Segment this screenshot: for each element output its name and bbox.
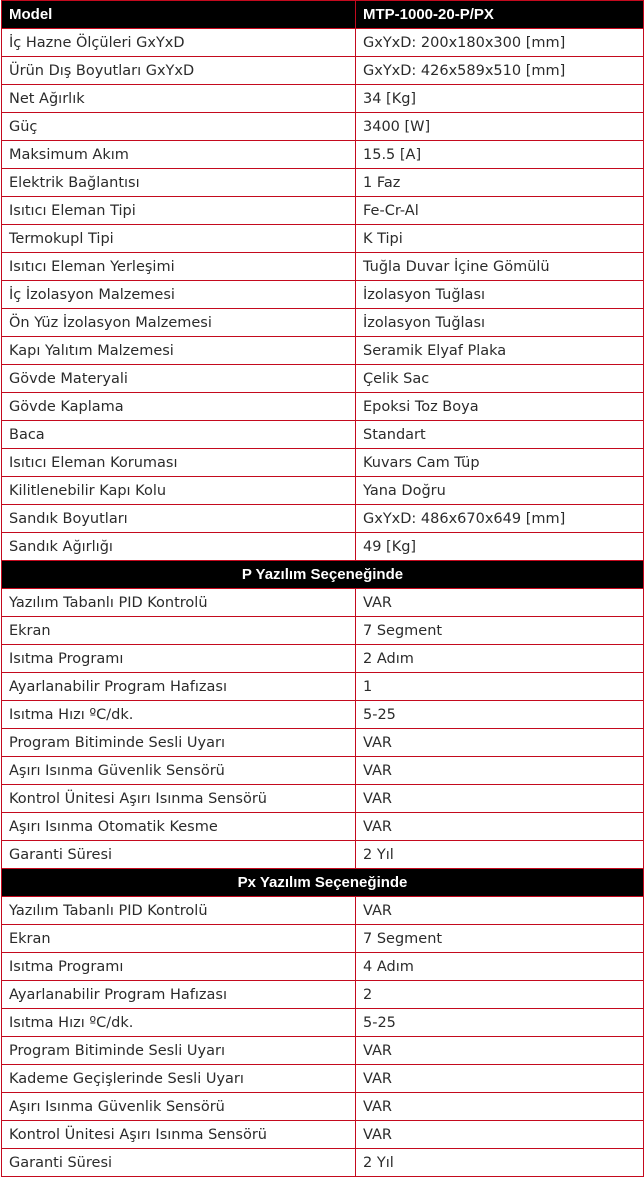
spec-value: 2 — [356, 981, 644, 1009]
spec-value: 2 Yıl — [356, 1149, 644, 1177]
spec-label: Sandık Boyutları — [2, 505, 356, 533]
general-spec-row — [2, 281, 644, 309]
p-spec-row — [2, 729, 644, 757]
spec-value: 4 Adım — [356, 953, 644, 981]
px-spec-row — [2, 1037, 644, 1065]
p-spec-row — [2, 841, 644, 869]
spec-value: Çelik Sac — [356, 365, 644, 393]
general-spec-row — [2, 169, 644, 197]
px-section-header — [2, 869, 644, 897]
px-spec-row — [2, 981, 644, 1009]
spec-label: Maksimum Akım — [2, 141, 356, 169]
spec-label: Garanti Süresi — [2, 1149, 356, 1177]
px-spec-row — [2, 1149, 644, 1177]
spec-label: Ayarlanabilir Program Hafızası — [2, 673, 356, 701]
general-spec-row — [2, 225, 644, 253]
spec-value: VAR — [356, 757, 644, 785]
px-spec-row — [2, 953, 644, 981]
spec-value: 49 [Kg] — [356, 533, 644, 561]
general-spec-row — [2, 85, 644, 113]
general-spec-row — [2, 421, 644, 449]
spec-label: Kontrol Ünitesi Aşırı Isınma Sensörü — [2, 1121, 356, 1149]
spec-value: Standart — [356, 421, 644, 449]
header-row — [2, 1, 644, 29]
spec-label: Isıtıcı Eleman Koruması — [2, 449, 356, 477]
general-spec-row — [2, 477, 644, 505]
spec-value: K Tipi — [356, 225, 644, 253]
spec-label: Program Bitiminde Sesli Uyarı — [2, 729, 356, 757]
spec-value: 1 Faz — [356, 169, 644, 197]
spec-table — [1, 0, 644, 1177]
spec-value: 2 Adım — [356, 645, 644, 673]
spec-label: Isıtma Programı — [2, 953, 356, 981]
spec-label: Isıtıcı Eleman Tipi — [2, 197, 356, 225]
spec-value: VAR — [356, 897, 644, 925]
spec-value: Epoksi Toz Boya — [356, 393, 644, 421]
general-spec-row — [2, 449, 644, 477]
spec-label: İç İzolasyon Malzemesi — [2, 281, 356, 309]
general-spec-row — [2, 365, 644, 393]
spec-value: 1 — [356, 673, 644, 701]
spec-value: VAR — [356, 589, 644, 617]
spec-label: Kilitlenebilir Kapı Kolu — [2, 477, 356, 505]
section-title: Px Yazılım Seçeneğinde — [2, 869, 644, 897]
spec-value: İzolasyon Tuğlası — [356, 309, 644, 337]
spec-value: Tuğla Duvar İçine Gömülü — [356, 253, 644, 281]
spec-value: 15.5 [A] — [356, 141, 644, 169]
spec-value: 7 Segment — [356, 925, 644, 953]
px-spec-row — [2, 1009, 644, 1037]
general-spec-row — [2, 113, 644, 141]
general-spec-row — [2, 393, 644, 421]
header-model: MTP-1000-20-P/PX — [356, 1, 644, 29]
general-spec-row — [2, 253, 644, 281]
spec-label: Sandık Ağırlığı — [2, 533, 356, 561]
spec-value: VAR — [356, 1037, 644, 1065]
spec-value: VAR — [356, 1093, 644, 1121]
general-spec-row — [2, 57, 644, 85]
spec-label: Kapı Yalıtım Malzemesi — [2, 337, 356, 365]
header-label: Model — [2, 1, 356, 29]
spec-value: VAR — [356, 785, 644, 813]
spec-label: Baca — [2, 421, 356, 449]
spec-label: Isıtma Hızı ºC/dk. — [2, 701, 356, 729]
spec-label: Termokupl Tipi — [2, 225, 356, 253]
spec-label: Kontrol Ünitesi Aşırı Isınma Sensörü — [2, 785, 356, 813]
spec-label: Güç — [2, 113, 356, 141]
p-section-header — [2, 561, 644, 589]
spec-value: VAR — [356, 1065, 644, 1093]
spec-label: Kademe Geçişlerinde Sesli Uyarı — [2, 1065, 356, 1093]
p-spec-row — [2, 645, 644, 673]
spec-label: Aşırı Isınma Güvenlik Sensörü — [2, 757, 356, 785]
p-spec-row — [2, 813, 644, 841]
spec-value: 5-25 — [356, 701, 644, 729]
spec-label: Isıtma Programı — [2, 645, 356, 673]
spec-value: 3400 [W] — [356, 113, 644, 141]
spec-value: GxYxD: 426x589x510 [mm] — [356, 57, 644, 85]
spec-value: Seramik Elyaf Plaka — [356, 337, 644, 365]
spec-label: İç Hazne Ölçüleri GxYxD — [2, 29, 356, 57]
px-spec-row — [2, 925, 644, 953]
spec-label: Gövde Materyali — [2, 365, 356, 393]
spec-label: Ürün Dış Boyutları GxYxD — [2, 57, 356, 85]
spec-label: Ekran — [2, 617, 356, 645]
spec-value: GxYxD: 200x180x300 [mm] — [356, 29, 644, 57]
px-spec-row — [2, 897, 644, 925]
spec-label: Yazılım Tabanlı PID Kontrolü — [2, 589, 356, 617]
spec-value: 7 Segment — [356, 617, 644, 645]
px-spec-row — [2, 1065, 644, 1093]
spec-label: Elektrik Bağlantısı — [2, 169, 356, 197]
spec-label: Yazılım Tabanlı PID Kontrolü — [2, 897, 356, 925]
spec-value: 2 Yıl — [356, 841, 644, 869]
section-title: P Yazılım Seçeneğinde — [2, 561, 644, 589]
spec-value: Yana Doğru — [356, 477, 644, 505]
spec-label: Isıtma Hızı ºC/dk. — [2, 1009, 356, 1037]
general-spec-row — [2, 197, 644, 225]
px-spec-row — [2, 1121, 644, 1149]
spec-label: Ön Yüz İzolasyon Malzemesi — [2, 309, 356, 337]
spec-label: Ekran — [2, 925, 356, 953]
spec-label: Isıtıcı Eleman Yerleşimi — [2, 253, 356, 281]
general-spec-row — [2, 141, 644, 169]
spec-label: Garanti Süresi — [2, 841, 356, 869]
spec-value: 34 [Kg] — [356, 85, 644, 113]
spec-value: VAR — [356, 729, 644, 757]
spec-value: Kuvars Cam Tüp — [356, 449, 644, 477]
spec-value: VAR — [356, 1121, 644, 1149]
spec-value: VAR — [356, 813, 644, 841]
spec-label: Program Bitiminde Sesli Uyarı — [2, 1037, 356, 1065]
spec-label: Net Ağırlık — [2, 85, 356, 113]
p-spec-row — [2, 701, 644, 729]
p-spec-row — [2, 673, 644, 701]
spec-label: Ayarlanabilir Program Hafızası — [2, 981, 356, 1009]
spec-value: İzolasyon Tuğlası — [356, 281, 644, 309]
spec-value: 5-25 — [356, 1009, 644, 1037]
spec-value: GxYxD: 486x670x649 [mm] — [356, 505, 644, 533]
p-spec-row — [2, 617, 644, 645]
px-spec-row — [2, 1093, 644, 1121]
spec-label: Gövde Kaplama — [2, 393, 356, 421]
p-spec-row — [2, 785, 644, 813]
general-spec-row — [2, 309, 644, 337]
p-spec-row — [2, 589, 644, 617]
spec-label: Aşırı Isınma Otomatik Kesme — [2, 813, 356, 841]
spec-table-body — [2, 1, 644, 1177]
spec-value: Fe-Cr-Al — [356, 197, 644, 225]
general-spec-row — [2, 29, 644, 57]
general-spec-row — [2, 337, 644, 365]
general-spec-row — [2, 533, 644, 561]
p-spec-row — [2, 757, 644, 785]
spec-label: Aşırı Isınma Güvenlik Sensörü — [2, 1093, 356, 1121]
general-spec-row — [2, 505, 644, 533]
